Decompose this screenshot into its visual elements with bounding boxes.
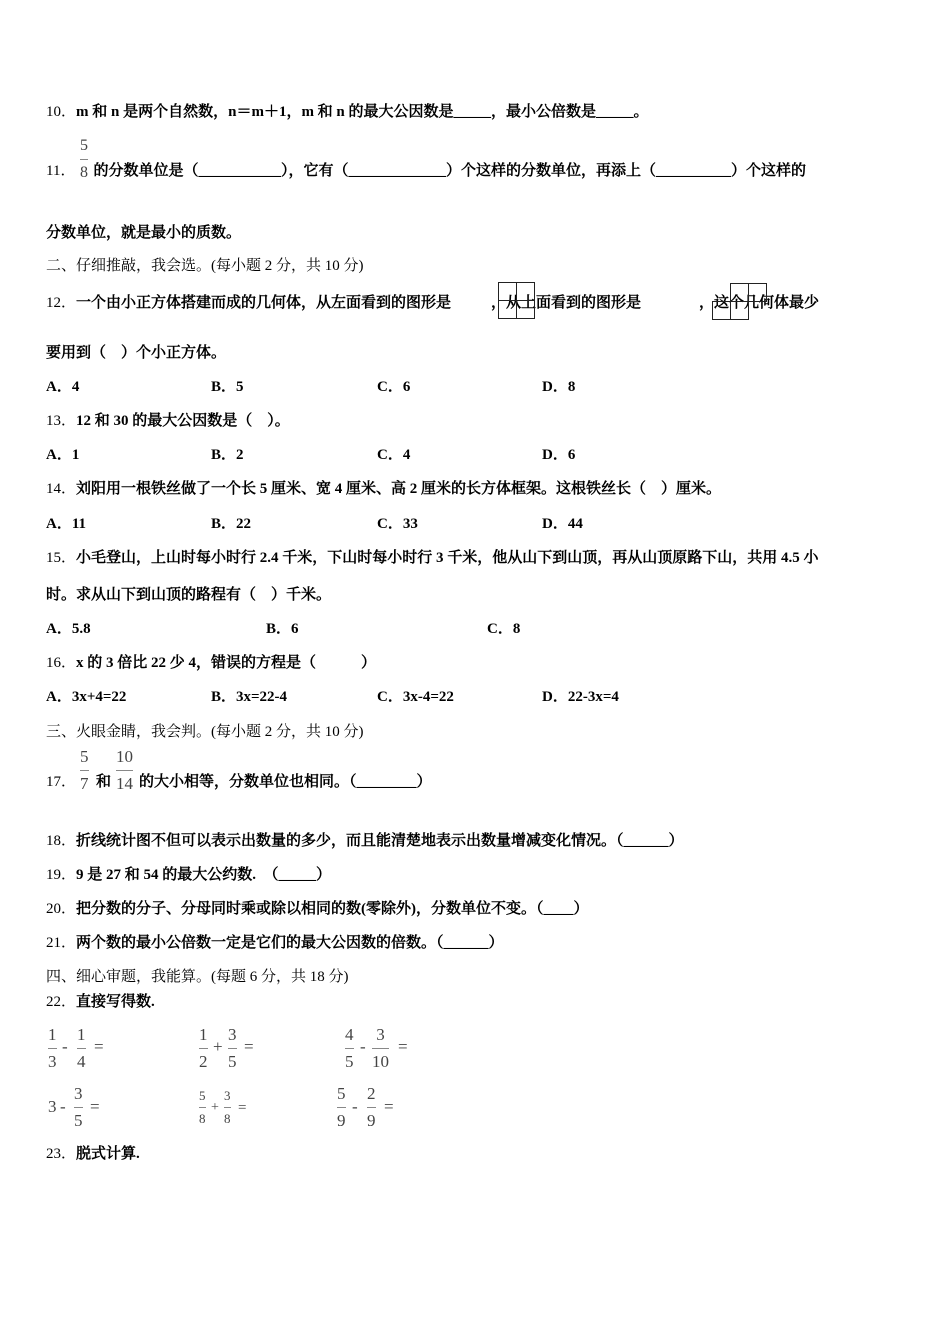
- denominator: 5: [345, 1052, 354, 1071]
- equals: =: [90, 1097, 100, 1116]
- option-a[interactable]: A．3x+4=22: [46, 689, 127, 705]
- question-text: m 和 n 是两个自然数，n＝m＋1，m 和 n 的最大公因数是_____，最小公倍数是_____。: [76, 104, 649, 120]
- operator: +: [213, 1037, 223, 1056]
- denominator: 8: [80, 164, 88, 181]
- fraction-5-7: [80, 747, 89, 794]
- numerator: 5: [80, 137, 88, 154]
- question-text: 的大小相等，分数单位也相同。（________）: [139, 774, 432, 790]
- question-11: [46, 161, 806, 181]
- numerator: 1: [48, 1025, 57, 1044]
- denominator: 5: [228, 1052, 237, 1071]
- question-10: [46, 102, 649, 122]
- question-15: [46, 548, 819, 568]
- question-text: 9 是 27 和 54 的最大公约数. （_____）: [76, 867, 332, 883]
- fraction-bar: [337, 1107, 346, 1108]
- question-14: [46, 479, 721, 499]
- denominator: 14: [116, 774, 133, 793]
- denominator: 3: [48, 1052, 57, 1071]
- denominator: 10: [372, 1052, 389, 1071]
- question-number: 15．: [46, 550, 77, 566]
- denominator: 8: [224, 1111, 231, 1126]
- section-heading-3: 三、火眼金睛，我会判。(每小题 2 分，共 10 分): [46, 724, 364, 740]
- operator: -: [60, 1097, 66, 1116]
- operator: +: [211, 1100, 219, 1115]
- denominator: 7: [80, 774, 89, 793]
- option-b[interactable]: B．6: [266, 621, 299, 637]
- question-text: 小毛登山，上山时每小时行 2.4 千米，下山时每小时行 3 千米，他从山下到山顶，再从山顶原路下山，共用 4.5 小: [76, 550, 819, 566]
- section-heading-2: 二、仔细推敲，我会选。(每小题 2 分，共 10 分): [46, 258, 364, 274]
- question-text: 两个数的最小公倍数一定是它们的最大公因数的倍数。（______）: [76, 935, 504, 951]
- denominator: 4: [77, 1052, 86, 1071]
- fraction-bar: [80, 159, 88, 160]
- equals: =: [384, 1097, 394, 1116]
- numerator: 5: [199, 1088, 206, 1103]
- whole-number: 3: [48, 1097, 57, 1116]
- question-21: [46, 933, 504, 953]
- denominator: 9: [337, 1111, 346, 1130]
- question-text: ，这个几何体最少: [699, 295, 820, 311]
- numerator: 3: [228, 1025, 237, 1044]
- question-text: 12 和 30 的最大公因数是（ ）。: [76, 413, 290, 429]
- question-text: 的分数单位是（___________），它有（_____________）个这样的分数单位，再添上（__________）个这样的: [93, 163, 806, 179]
- numerator: 1: [199, 1025, 208, 1044]
- question-13: [46, 411, 290, 431]
- question-number: 17．: [46, 774, 77, 790]
- fraction-bar: [48, 1048, 57, 1049]
- option-c[interactable]: C．3x-4=22: [377, 689, 454, 705]
- option-a[interactable]: A．4: [46, 379, 80, 395]
- option-b[interactable]: B．3x=22-4: [211, 689, 288, 705]
- question-text: ，从上面看到的图形是: [491, 295, 642, 311]
- question-number: 16．: [46, 655, 77, 671]
- numerator: 10: [116, 747, 133, 766]
- fraction-bar: [228, 1048, 237, 1049]
- fraction-bar: [372, 1048, 389, 1049]
- fraction-bar: [199, 1048, 208, 1049]
- operator: -: [360, 1037, 366, 1056]
- operator: -: [62, 1037, 68, 1056]
- numerator: 4: [345, 1025, 354, 1044]
- denominator: 9: [367, 1111, 376, 1130]
- question-20: [46, 899, 589, 919]
- question-number: 11．: [46, 163, 76, 179]
- question-number: 10．: [46, 104, 77, 120]
- question-number: 21．: [46, 935, 77, 951]
- question-12-continued: 要用到（ ）个小正方体。: [46, 345, 227, 361]
- question-text: 折线统计图不但可以表示出数量的多少，而且能清楚地表示出数量增减变化情况。（______）: [76, 833, 684, 849]
- question-number: 19．: [46, 867, 77, 883]
- fraction-bar: [199, 1107, 206, 1108]
- numerator: 5: [337, 1084, 346, 1103]
- option-d[interactable]: D．22-3x=4: [542, 689, 619, 705]
- question-22: [46, 992, 155, 1012]
- denominator: 2: [199, 1052, 208, 1071]
- numerator: 3: [376, 1025, 385, 1044]
- option-c[interactable]: C．33: [377, 516, 418, 532]
- question-number: 22．: [46, 994, 77, 1010]
- question-text: 直接写得数.: [76, 994, 155, 1010]
- option-c[interactable]: C．8: [487, 621, 521, 637]
- fraction-10-14: [116, 747, 133, 794]
- option-d[interactable]: D．44: [542, 516, 583, 532]
- numerator: 3: [74, 1084, 83, 1103]
- fraction-bar: [80, 770, 89, 771]
- fraction-bar: [116, 770, 133, 771]
- question-number: 23．: [46, 1146, 77, 1162]
- denominator: 8: [199, 1111, 206, 1126]
- denominator: 5: [74, 1111, 83, 1130]
- option-d[interactable]: D．6: [542, 447, 576, 463]
- question-number: 12．: [46, 295, 77, 311]
- question-16: [46, 653, 376, 673]
- question-number: 20．: [46, 901, 77, 917]
- option-c[interactable]: C．4: [377, 447, 411, 463]
- numerator: 5: [80, 747, 89, 766]
- question-23: [46, 1144, 140, 1164]
- option-d[interactable]: D．8: [542, 379, 576, 395]
- option-a[interactable]: A．5.8: [46, 621, 91, 637]
- option-b[interactable]: B．5: [211, 379, 244, 395]
- fraction-bar: [345, 1048, 354, 1049]
- operator: -: [352, 1097, 358, 1116]
- section-heading-4: 四、细心审题，我能算。(每题 6 分，共 18 分): [46, 969, 349, 985]
- option-a[interactable]: A．11: [46, 516, 87, 532]
- question-12: [46, 293, 819, 313]
- option-b[interactable]: B．22: [211, 516, 252, 532]
- question-18: [46, 831, 684, 851]
- option-b[interactable]: B．2: [211, 447, 244, 463]
- question-19: [46, 865, 331, 885]
- question-number: 13．: [46, 413, 77, 429]
- numerator: 2: [367, 1084, 376, 1103]
- question-text: x 的 3 倍比 22 少 4，错误的方程是（ ）: [76, 655, 377, 671]
- numerator: 3: [224, 1088, 231, 1103]
- question-17: [46, 772, 432, 792]
- fraction-bar: [224, 1107, 231, 1108]
- equals: =: [398, 1037, 408, 1056]
- equals: =: [244, 1037, 254, 1056]
- option-c[interactable]: C．6: [377, 379, 411, 395]
- option-a[interactable]: A．1: [46, 447, 80, 463]
- equals: =: [238, 1100, 247, 1116]
- question-text: 和: [96, 774, 112, 790]
- fraction-bar: [367, 1107, 376, 1108]
- question-text: 把分数的分子、分母同时乘或除以相同的数(零除外)，分数单位不变。（____）: [76, 901, 589, 917]
- fraction-bar: [77, 1048, 86, 1049]
- numerator: 1: [77, 1025, 86, 1044]
- question-text: 脱式计算.: [76, 1146, 140, 1162]
- question-text: 刘阳用一根铁丝做了一个长 5 厘米、宽 4 厘米、高 2 厘米的长方体框架。这根铁丝长（ ）厘米。: [76, 481, 722, 497]
- question-15-continued: 时。求从山下到山顶的路程有（ ）千米。: [46, 587, 332, 603]
- equals: =: [94, 1037, 104, 1056]
- fraction-bar: [74, 1107, 83, 1108]
- question-text: 一个由小正方体搭建而成的几何体，从左面看到的图形是: [76, 295, 452, 311]
- question-number: 14．: [46, 481, 77, 497]
- question-number: 18．: [46, 833, 77, 849]
- question-11-continued: 分数单位，就是最小的质数。: [46, 225, 242, 241]
